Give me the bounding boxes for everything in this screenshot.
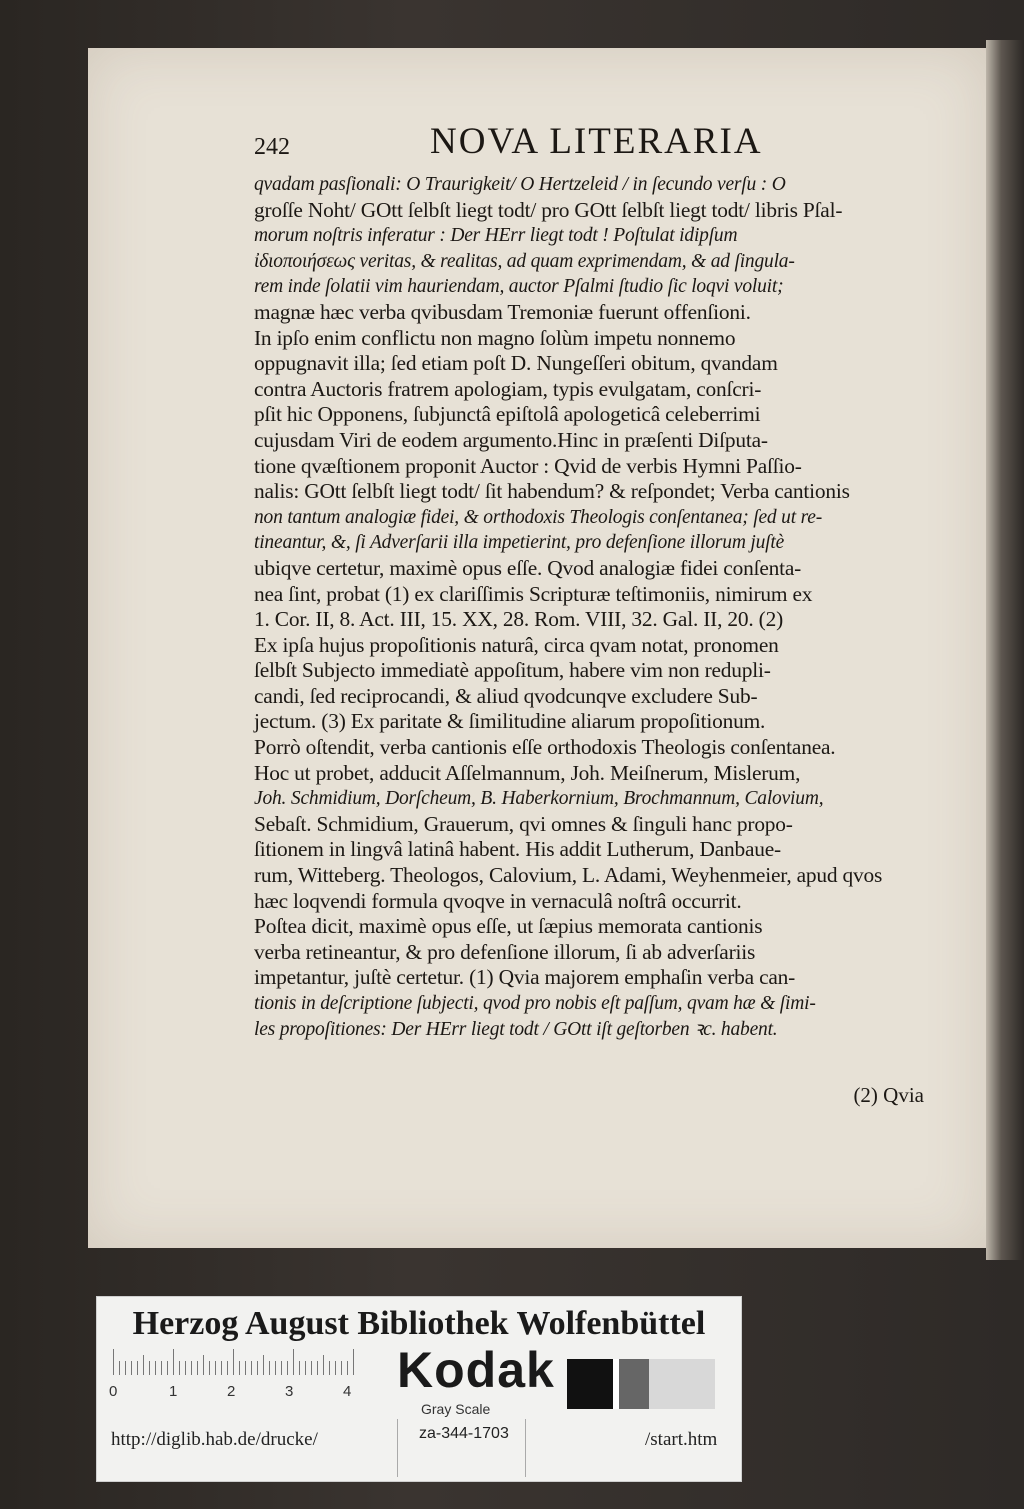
ruler-tick (161, 1361, 162, 1375)
text-line: Poſtea dicit, maximè opus eſſe, ut ſæpius memorata cantionis (254, 914, 763, 939)
measurement-ruler (113, 1349, 363, 1375)
text-line: Sebaſt. Schmidium, Grauerum, qvi omnes & ſinguli hanc propo- (254, 811, 793, 836)
text-line: jectum. (3) Ex paritate & ſimilitudine aliarum propoſitionum. (254, 709, 766, 734)
ruler-tick (197, 1361, 198, 1375)
ruler-tick (221, 1361, 222, 1375)
ruler-tick (329, 1361, 330, 1375)
text-line: hæc loqvendi formula qvoqve in vernaculâ noſtrâ occurrit. (254, 888, 742, 913)
ruler-tick (293, 1349, 294, 1375)
text-line: verba retineantur, & pro defenſione illorum, ſi ab adverſariis (254, 939, 756, 964)
page-number: 242 (254, 134, 290, 160)
text-line: In ipſo enim conflictu non magno ſolùm impetu nonnemo (254, 325, 736, 350)
text-line: Porrò oſtendit, verba cantionis eſſe orthodoxis Theologis conſentanea. (254, 735, 836, 760)
ruler-label: 0 (109, 1383, 118, 1400)
ruler-tick (113, 1349, 114, 1375)
url-right: /start.htm (645, 1429, 718, 1450)
catchword: (2) Qvia (853, 1083, 924, 1107)
ruler-tick (263, 1355, 264, 1375)
kodak-logo: Kodak (397, 1342, 555, 1398)
text-line: contra Auctoris fratrem apologiam, typis evulgatam, conſcri- (254, 376, 762, 401)
gray-swatch-light (649, 1359, 715, 1409)
ruler-tick (353, 1349, 354, 1375)
ruler-tick (347, 1361, 348, 1375)
ruler-tick (305, 1361, 306, 1375)
text-line: candi, ſed reciprocandi, & aliud qvodcunqve excludere Sub- (254, 683, 758, 708)
ruler-tick (335, 1361, 336, 1375)
gray-swatch-black (567, 1359, 613, 1409)
next-page-edge (986, 40, 1024, 1260)
document-id: za-344-1703 (419, 1425, 509, 1442)
ruler-label: 4 (343, 1383, 352, 1400)
url-left: http://diglib.hab.de/drucke/ (111, 1429, 318, 1450)
library-name: Herzog August Bibliothek Wolfenbüttel (132, 1305, 706, 1342)
ruler-tick (227, 1361, 228, 1375)
ruler-tick (125, 1361, 126, 1375)
ruler-label: 1 (169, 1383, 178, 1400)
text-line: tione qvæſtionem proponit Auctor : Qvid de verbis Hymni Paſſio- (254, 453, 802, 478)
ruler-tick (239, 1361, 240, 1375)
ruler-tick (251, 1361, 252, 1375)
ruler-tick (269, 1361, 270, 1375)
text-line: tionis in deſcriptione ſubjecti, qvod pro nobis eſt paſſum, qvam hæ & ſimi- (254, 993, 816, 1014)
text-line: les propoſitiones: Der HErr liegt todt / GOtt iſt geſtorben ꝛc. habent. (254, 1018, 778, 1040)
ruler-tick (287, 1361, 288, 1375)
text-line: rem inde ſolatii vim hauriendam, auctor Pſalmi ſtudio ſic loqvi voluit; (254, 276, 784, 298)
ruler-tick (143, 1355, 144, 1375)
ruler-tick (173, 1349, 174, 1375)
ruler-tick (191, 1361, 192, 1375)
ruler-tick (341, 1361, 342, 1375)
ruler-tick (311, 1361, 312, 1375)
text-line: morum noſtris inferatur : Der HErr liegt todt ! Poſtulat idipſum (254, 225, 738, 247)
ruler-tick (233, 1349, 234, 1375)
card-divider (525, 1419, 526, 1477)
text-line: ἰδιοποιήσεως veritas, & realitas, ad quam exprimendam, & ad ſingula- (254, 250, 795, 272)
text-line: ubiqve certetur, maximè opus eſſe. Qvod analogiæ fidei conſenta- (254, 555, 802, 580)
text-line: nalis: GOtt ſelbſt liegt todt/ ſit habendum? & reſpondet; Verba cantionis (254, 479, 850, 504)
text-line: Joh. Schmidium, Dorſcheum, B. Haberkornium, Brochmannum, Calovium, (254, 788, 824, 810)
ruler-tick (209, 1361, 210, 1375)
text-line: rum, Witteberg. Theologos, Calovium, L. Adami, Weyhenmeier, apud qvos (254, 863, 883, 888)
ruler-tick (323, 1355, 324, 1375)
text-line: 1. Cor. II, 8. Act. III, 15. XX, 28. Rom. VIII, 32. Gal. II, 20. (2) (254, 607, 784, 632)
card-divider (397, 1419, 398, 1477)
text-line: tineantur, &, ſi Adverſarii illa impetierint, pro defenſione illorum juſtè (254, 532, 785, 554)
ruler-tick (137, 1361, 138, 1375)
ruler-label: 3 (285, 1383, 294, 1400)
text-line: Hoc ut probet, adducit Aſſelmannum, Joh. Meiſnerum, Mislerum, (254, 760, 801, 785)
text-line: ſelbſt Subjecto immediatè appoſitum, habere vim non redupli- (254, 658, 771, 683)
text-line: qvadam pasſionali: O Traurigkeit/ O Hertzeleid / in ſecundo verſu : O (254, 174, 786, 195)
text-line: magnæ hæc verba qvibusdam Tremoniæ fuerunt offenſioni. (254, 299, 751, 324)
ruler-tick (299, 1361, 300, 1375)
gray-swatch-dark (619, 1359, 649, 1409)
text-line: non tantum analogiæ fidei, & orthodoxis Theologis conſentanea; ſed ut re- (254, 506, 823, 528)
ruler-tick (155, 1361, 156, 1375)
color-target-card (96, 1296, 742, 1482)
text-line: pſit hic Opponens, ſubjunctâ epiſtolâ apologeticâ celeberrimi (254, 402, 761, 427)
body-text (254, 172, 944, 1042)
ruler-tick (203, 1355, 204, 1375)
running-title: NOVA LITERARIA (430, 121, 763, 162)
ruler-tick (179, 1361, 180, 1375)
text-line: impetantur, juſtè certetur. (1) Qvia majorem emphaſin verba can- (254, 965, 796, 990)
ruler-tick (131, 1361, 132, 1375)
ruler-tick (257, 1361, 258, 1375)
ruler-tick (149, 1361, 150, 1375)
ruler-tick (119, 1361, 120, 1375)
ruler-tick (245, 1361, 246, 1375)
ruler-tick (185, 1361, 186, 1375)
text-line: groſſe Noht/ GOtt ſelbſt liegt todt/ pro GOtt ſelbſt liegt todt/ libris Pſal- (254, 197, 843, 222)
text-line: cujusdam Viri de eodem argumento.Hinc in præſenti Diſputa- (254, 427, 768, 452)
page-header (254, 120, 944, 172)
page-text-block (254, 120, 944, 1107)
text-line: oppugnavit illa; ſed etiam poſt D. Nungeſſeri obitum, qvandam (254, 351, 778, 376)
gray-scale-label: Gray Scale (421, 1401, 491, 1417)
ruler-tick (281, 1361, 282, 1375)
text-line: nea ſint, probat (1) ex clariſſimis Scripturæ teſtimoniis, nimirum ex (254, 581, 813, 606)
ruler-tick (275, 1361, 276, 1375)
ruler-tick (215, 1361, 216, 1375)
ruler-tick (317, 1361, 318, 1375)
text-line: ſitionem in lingvâ latinâ habent. His addit Lutherum, Danbaue- (254, 837, 781, 862)
text-line: Ex ipſa hujus propoſitionis naturâ, circa qvam notat, pronomen (254, 632, 779, 657)
ruler-label: 2 (227, 1383, 236, 1400)
ruler-tick (167, 1361, 168, 1375)
